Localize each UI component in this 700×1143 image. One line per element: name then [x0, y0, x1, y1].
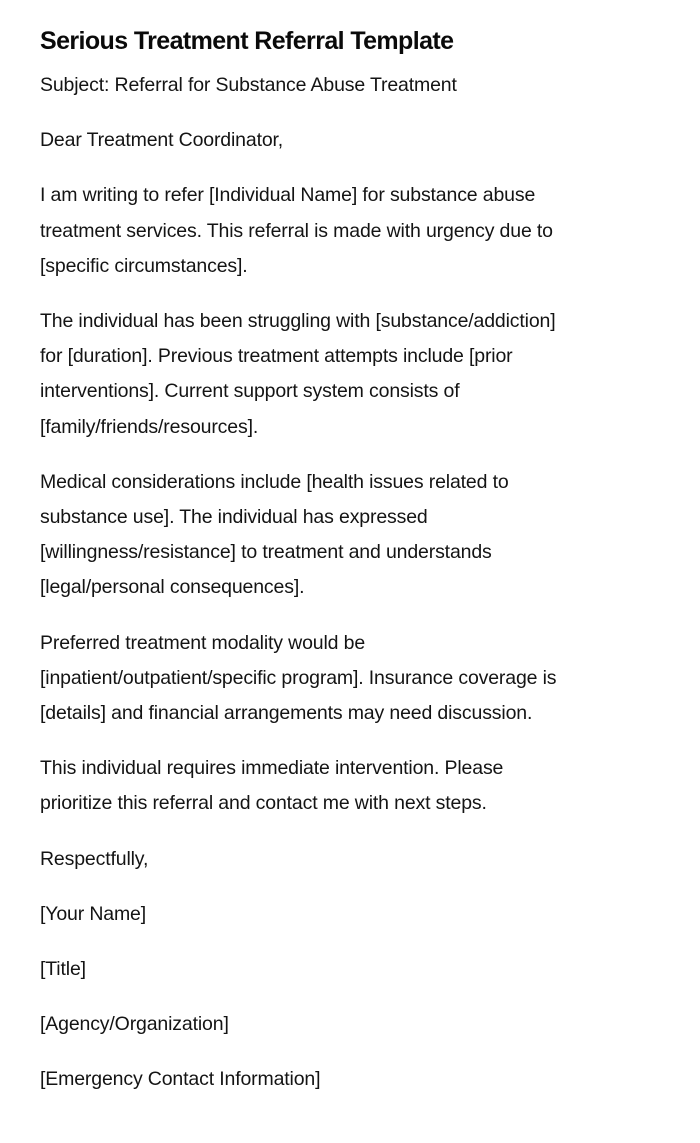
text-line: Preferred treatment modality would be: [40, 631, 366, 654]
closing: Respectfully,: [40, 847, 149, 870]
text-line: interventions]. Current support system consists of: [40, 380, 460, 403]
text-line: [willingness/resistance] to treatment and understands: [40, 541, 492, 564]
text-line: [legal/personal consequences].: [40, 576, 305, 599]
text-line: I am writing to refer [Individual Name] for substance abuse: [40, 184, 536, 207]
paragraph-referral-intro: [40, 178, 660, 284]
subject-line: Subject: Referral for Substance Abuse Treatment: [40, 74, 457, 96]
paragraph-treatment-preferences: [40, 626, 660, 732]
signature-title: [Title]: [40, 958, 86, 981]
paragraph-history: [40, 304, 660, 445]
text-line: Medical considerations include [health issues related to: [40, 470, 509, 493]
signature-name: [Your Name]: [40, 902, 147, 925]
signature-organization: [Agency/Organization]: [40, 1013, 229, 1036]
paragraph-urgency: [40, 751, 660, 821]
signature-contact: [Emergency Contact Information]: [40, 1068, 321, 1091]
text-line: for [duration]. Previous treatment attempts include [prior: [40, 345, 513, 368]
paragraph-medical: [40, 465, 660, 606]
text-line: [inpatient/outpatient/specific program]. Insurance coverage is: [40, 666, 557, 689]
document-title: Serious Treatment Referral Template: [40, 27, 454, 55]
text-line: The individual has been struggling with [substance/addiction]: [40, 310, 556, 333]
text-line: [details] and financial arrangements may need discussion.: [40, 702, 533, 725]
salutation: Dear Treatment Coordinator,: [40, 129, 284, 152]
text-line: prioritize this referral and contact me with next steps.: [40, 792, 487, 815]
text-line: substance use]. The individual has expressed: [40, 506, 428, 529]
text-line: [specific circumstances].: [40, 254, 248, 277]
text-line: This individual requires immediate intervention. Please: [40, 757, 504, 780]
text-line: treatment services. This referral is made with urgency due to: [40, 219, 553, 242]
text-line: [family/friends/resources].: [40, 415, 259, 438]
